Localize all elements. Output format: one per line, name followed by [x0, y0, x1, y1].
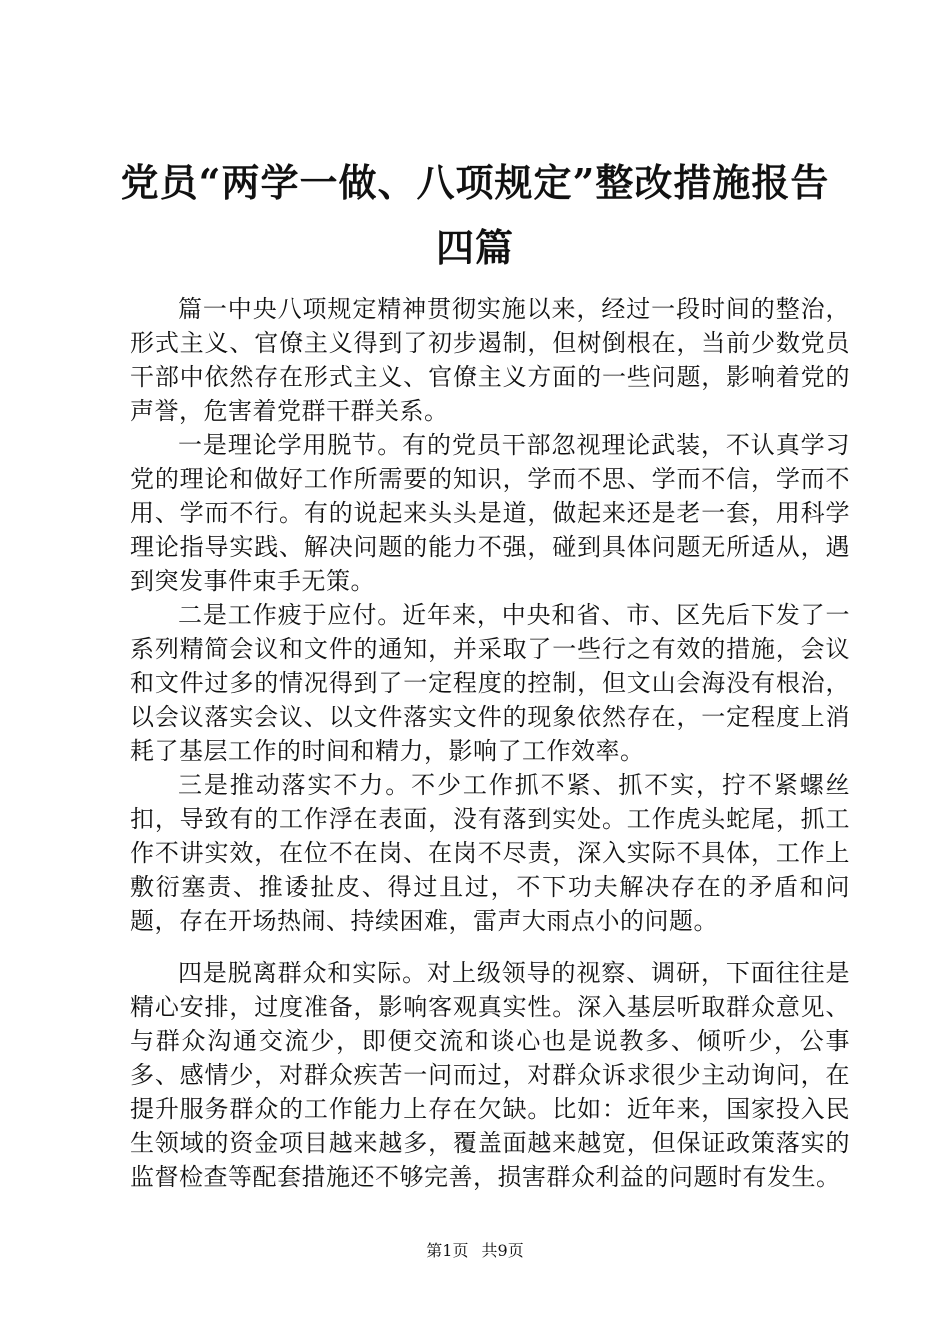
paragraph-point-2: 二是工作疲于应付。近年来，中央和省、市、区先后下发了一系列精简会议和文件的通知，并采取了一些行之有效的措施，会议和文件过多的情况得到了一定程度的控制，但文山会海没有根治，以会议落实会议、以文件落实文件的现象依然存在，一定程度上消耗了基层工作的时间和精力，影响了工作效率。: [130, 601, 850, 765]
document-body: [130, 292, 850, 1194]
paragraph-point-4: 四是脱离群众和实际。对上级领导的视察、调研，下面往往是精心安排，过度准备，影响客观真实性。深入基层听取群众意见、与群众沟通交流少，即便交流和谈心也是说教多、倾听少，公事多、感情少，对群众疾苦一问而过，对群众诉求很少主动询问，在提升服务群众的工作能力上存在欠缺。比如：近年来，国家投入民生领域的资金项目越来越多，覆盖面越来越宽，但保证政策落实的监督检查等配套措施还不够完善，损害群众利益的问题时有发生。: [130, 959, 850, 1191]
page-footer: [0, 1240, 950, 1262]
page-total: 共9页: [481, 1241, 524, 1260]
page-number: 第1页: [426, 1241, 469, 1260]
paragraph-point-3: 三是推动落实不力。不少工作抓不紧、抓不实，拧不紧螺丝扣，导致有的工作浮在表面，没有落到实处。工作虎头蛇尾，抓工作不讲实效，在位不在岗、在岗不尽责，深入实际不具体，工作上敷衍塞责、推诿扯皮、得过且过，不下功夫解决存在的矛盾和问题，存在开场热闹、持续困难，雷声大雨点小的问题。: [130, 771, 850, 935]
paragraph-point-1: 一是理论学用脱节。有的党员干部忽视理论武装，不认真学习党的理论和做好工作所需要的知识，学而不思、学而不信，学而不用、学而不行。有的说起来头头是道，做起来还是老一套，用科学理论指导实践、解决问题的能力不强，碰到具体问题无所适从，遇到突发事件束手无策。: [130, 431, 850, 595]
document-title: 党员“两学一做、八项规定”整改措施报告四篇: [120, 160, 830, 270]
paragraph-intro: 篇一中央八项规定精神贯彻实施以来，经过一段时间的整治，形式主义、官僚主义得到了初步遏制，但树倒根在，当前少数党员干部中依然存在形式主义、官僚主义方面的一些问题，影响着党的声誉，危害着党群干群关系。: [130, 295, 850, 425]
